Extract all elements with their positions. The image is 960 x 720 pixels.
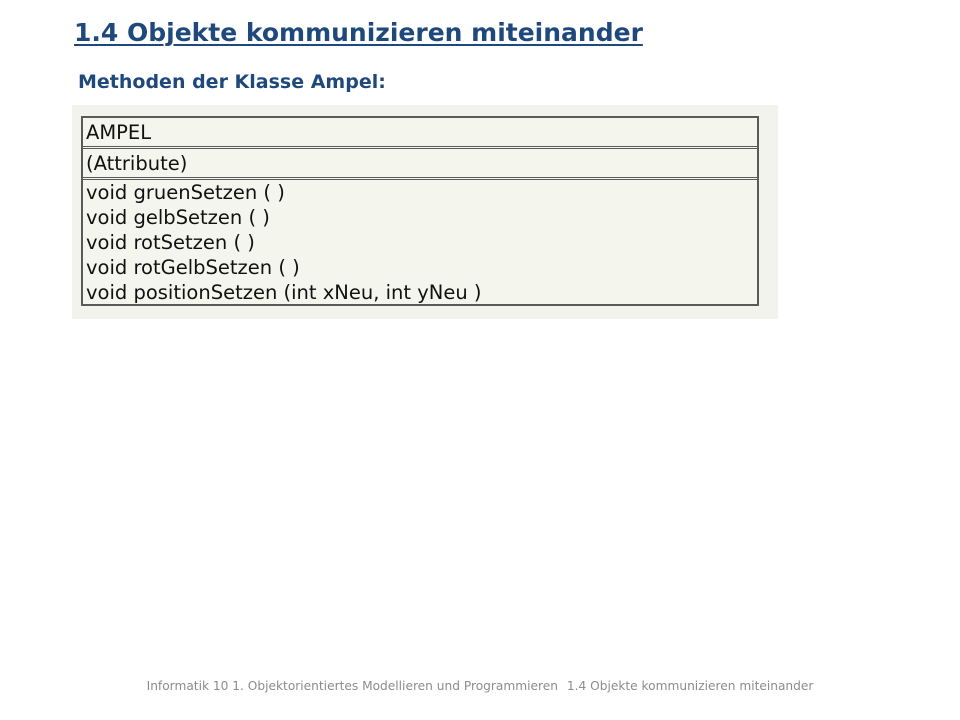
footer-course: Informatik 10 1. Objektorientiertes Modellieren und Programmieren [146,679,558,693]
uml-method: void rotSetzen ( ) [86,231,255,254]
uml-method: void gruenSetzen ( ) [86,181,285,204]
uml-method: void positionSetzen (int xNeu, int yNeu ) [86,281,482,304]
slide-title: 1.4 Objekte kommunizieren miteinander [74,18,643,47]
uml-class-box [81,116,759,306]
uml-class-name: AMPEL [83,118,757,149]
uml-attributes: (Attribute) [83,149,757,180]
footer-section: 1.4 Objekte kommunizieren miteinander [566,679,814,693]
uml-method: void rotGelbSetzen ( ) [86,256,300,279]
uml-methods [83,180,757,305]
slide-subtitle: Methoden der Klasse Ampel: [78,71,386,93]
uml-method: void gelbSetzen ( ) [86,206,270,229]
slide-footer [0,679,960,693]
